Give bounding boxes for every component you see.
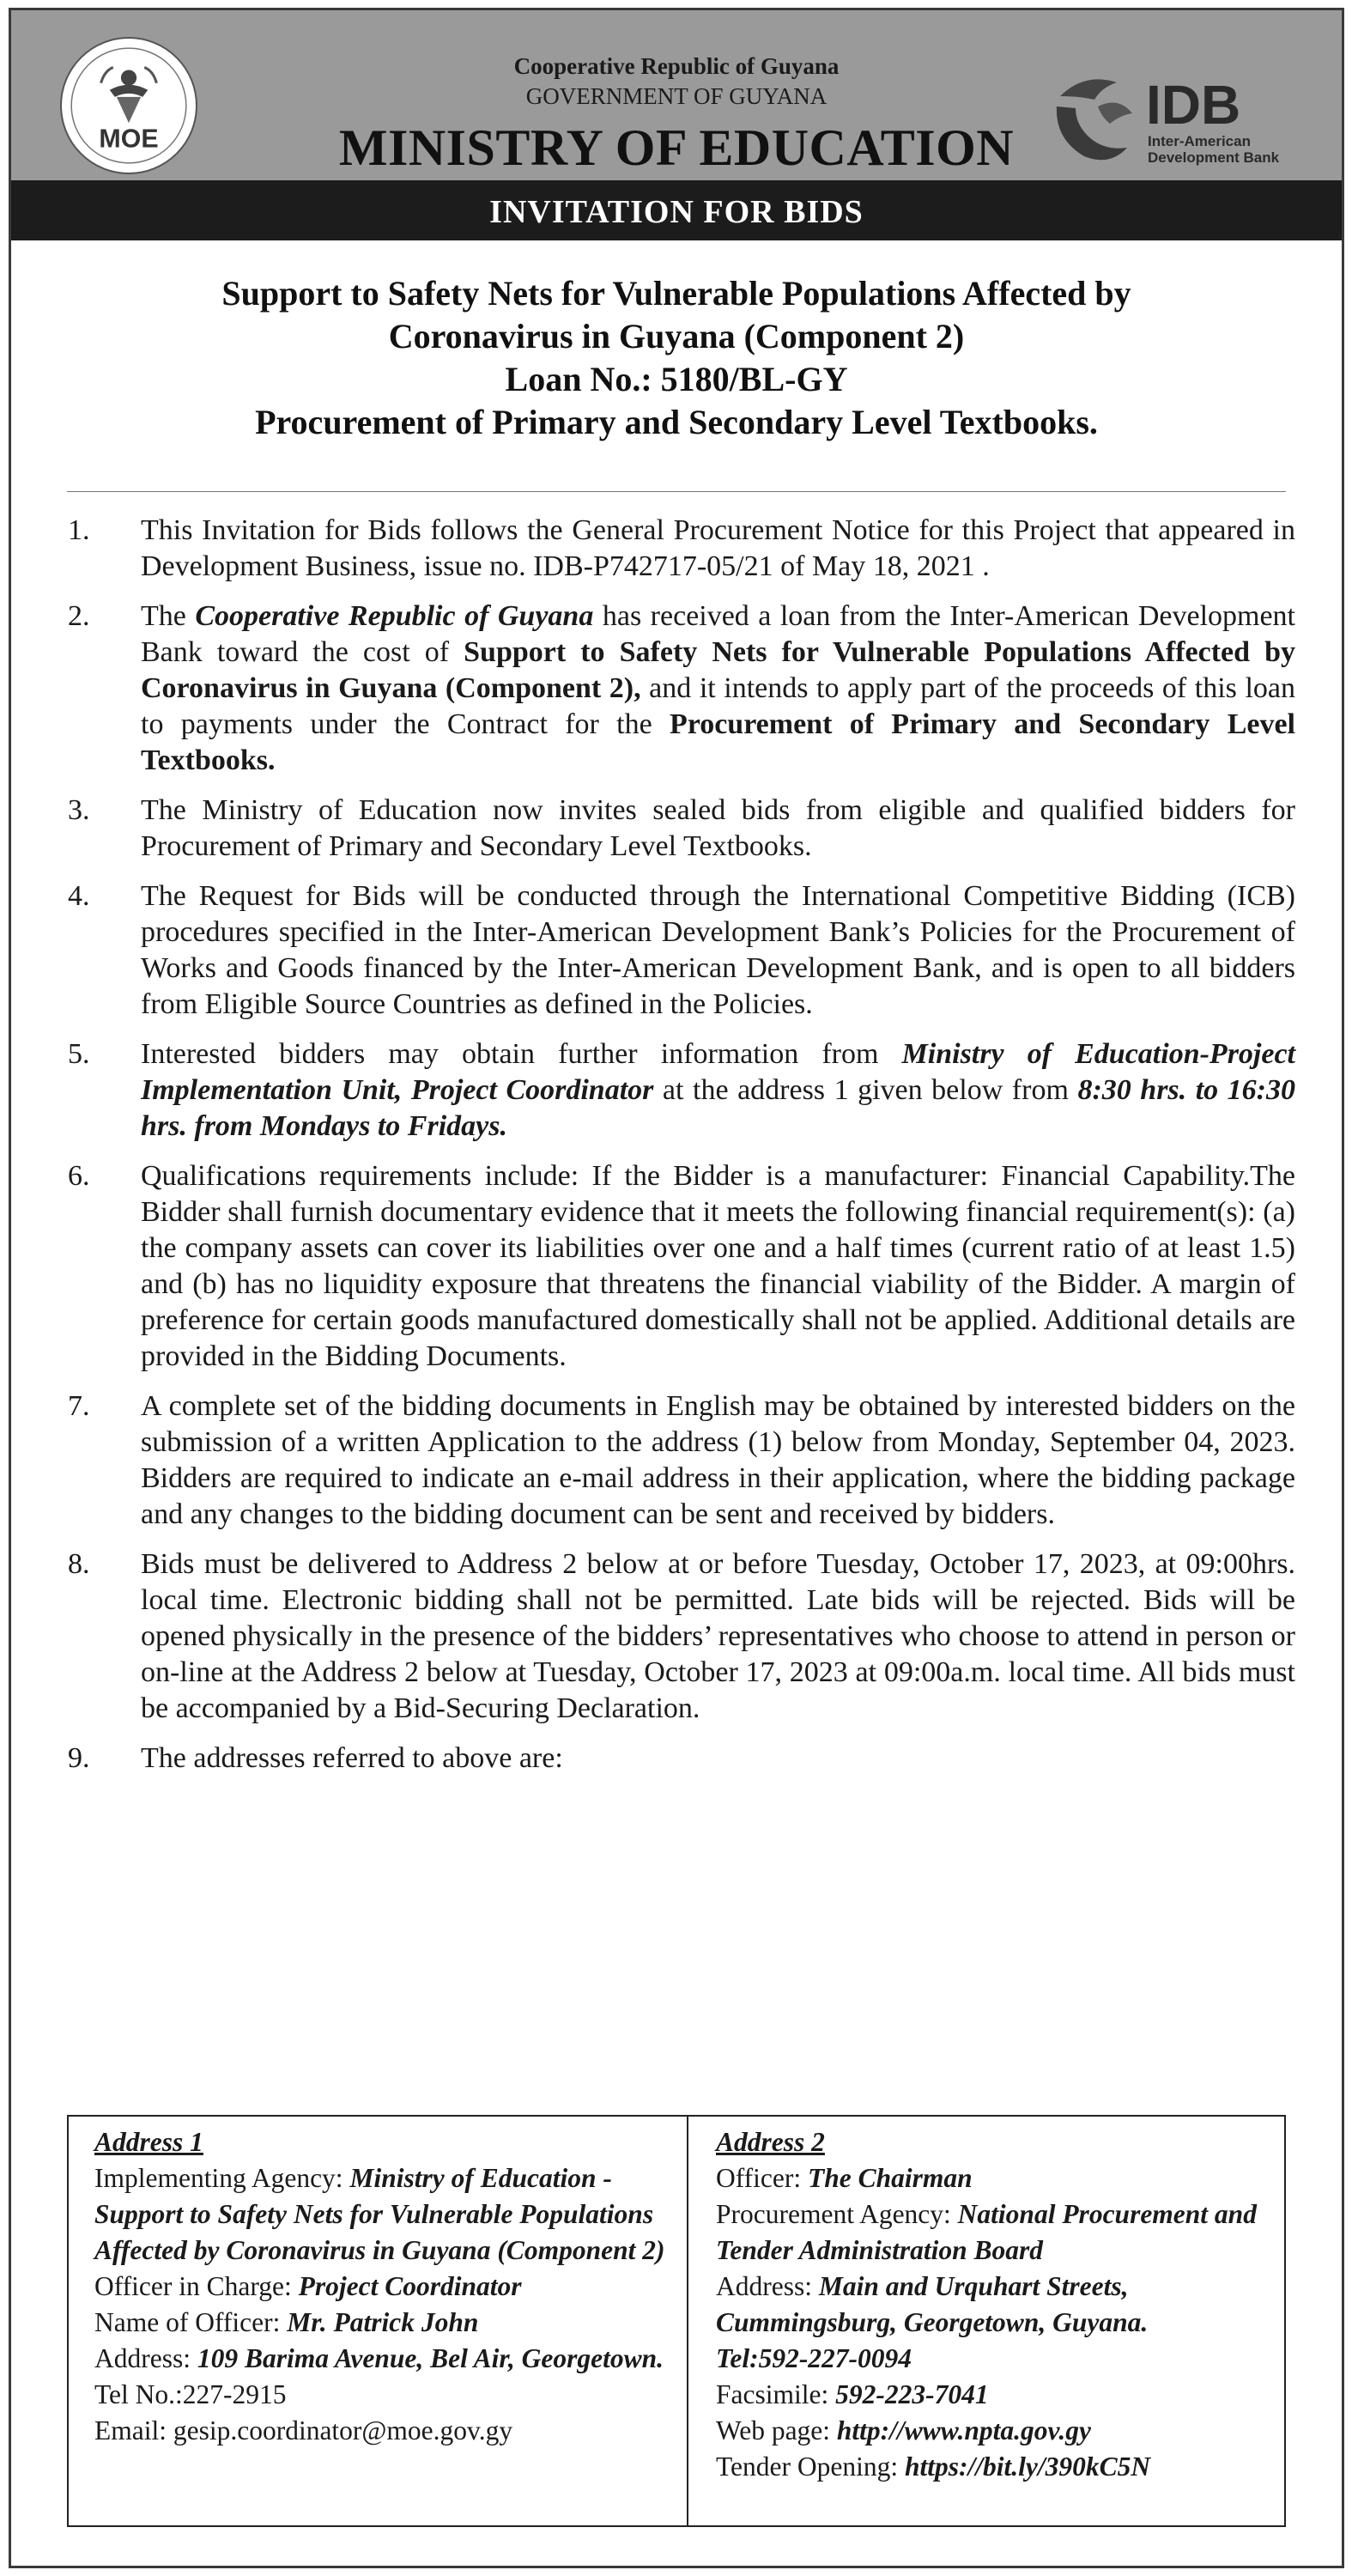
address-2-fax xyxy=(716,2377,1274,2413)
address-2-tender xyxy=(716,2449,1274,2485)
header xyxy=(11,10,1342,180)
field-label: Web page: xyxy=(716,2415,837,2445)
clause-number: 6. xyxy=(68,1160,90,1192)
clause-list xyxy=(68,513,1295,1790)
address-1-email: Email: gesip.coordinator@moe.gov.gy xyxy=(94,2415,513,2445)
contact-office: Ministry of Education-Project Implementation Unit, Project Coordinator xyxy=(141,1038,1295,1106)
title-line-4: Procurement of Primary and Secondary Level Textbooks. xyxy=(255,403,1098,441)
clause-text: has received a loan from the Inter-American Development Bank toward the cost of xyxy=(141,600,1296,668)
clause-text: A complete set of the bidding documents in English may be obtained by interested bidders on the submission of a written Application to the address (1) below from Monday, September 04, 2023. Bidders are required to indicate an e-mail address in their application, where the bidding package and any changes to the bidding document can be sent and received by bidders. xyxy=(141,1390,1295,1530)
field-label: Procurement Agency: xyxy=(716,2199,958,2229)
field-value: 109 Barima Avenue, Bel Air, Georgetown. xyxy=(197,2343,664,2373)
clause-3 xyxy=(68,793,1295,865)
title-line-2: Coronavirus in Guyana (Component 2) xyxy=(388,317,965,355)
clause-number: 9. xyxy=(68,1742,90,1774)
field-label: Tender Opening: xyxy=(716,2451,905,2482)
clause-text: Bids must be delivered to Address 2 below at or before Tuesday, October 17, 2023, at 09:00hrs. local time. Electronic bidding shall not be permitted. Late bids will be rejected. Bids will be opened physically in the presence of the bidders’ representatives who choose to attend in person or on-line at the Address 2 below at Tuesday, October 17, 2023 at 09:00a.m. local time. All bids must be accompanied by a Bid-Securing Declaration. xyxy=(141,1548,1295,1724)
field-label: Implementing Agency: xyxy=(94,2163,350,2193)
address-1-column xyxy=(94,2124,678,2449)
address-2-officer xyxy=(716,2160,1274,2196)
clause-text: The Request for Bids will be conducted through the International Competitive Bidding (ICB) procedures specified in the Inter-American Development Bank’s Policies for the Procurement of Works and Goods financed by the Inter-American Development Bank, and is open to all bidders from Eligible Source Countries as defined in the Policies. xyxy=(141,880,1295,1020)
address-1-address xyxy=(94,2341,678,2377)
ministry-name: MINISTRY OF EDUCATION xyxy=(338,119,1015,176)
address-2-column xyxy=(716,2124,1274,2485)
field-label: Address: xyxy=(716,2271,819,2301)
clause-7 xyxy=(68,1388,1295,1533)
field-value: National Procurement and Tender Administration Board xyxy=(716,2199,1257,2265)
clause-number: 4. xyxy=(68,880,90,912)
address-2-heading: Address 2 xyxy=(716,2127,825,2157)
field-label: Name of Officer: xyxy=(94,2307,288,2337)
country-name: Cooperative Republic of Guyana xyxy=(513,53,840,79)
invitation-banner xyxy=(11,180,1342,240)
clause-text: at the address 1 given below from xyxy=(653,1074,1078,1106)
address-2-web xyxy=(716,2413,1274,2449)
web-link[interactable]: http://www.npta.gov.gy xyxy=(836,2415,1091,2445)
office-hours: 8:30 hrs. to 16:30 hrs. from Mondays to Fridays. xyxy=(141,1074,1296,1142)
address-1-heading: Address 1 xyxy=(94,2127,203,2157)
banner-text: INVITATION FOR BIDS xyxy=(489,194,864,230)
contract-name: Procurement of Primary and Secondary Level Textbooks. xyxy=(141,708,1295,776)
address-table-divider xyxy=(687,2117,688,2525)
clause-8 xyxy=(68,1546,1295,1727)
idb-logo-text: IDB xyxy=(1146,74,1241,136)
clause-2 xyxy=(68,598,1295,779)
title-line-3: Loan No.: 5180/BL-GY xyxy=(505,360,848,398)
moe-logo-text: MOE xyxy=(99,125,159,154)
idb-logo-sub1: Inter-American xyxy=(1148,133,1251,149)
clause-text: Interested bidders may obtain further information from xyxy=(141,1038,902,1070)
field-label: Address: xyxy=(94,2343,197,2373)
title-line-1: Support to Safety Nets for Vulnerable Populations Affected by xyxy=(221,274,1131,313)
field-label: Officer: xyxy=(716,2163,808,2193)
clause-text: Qualifications requirements include: If the Bidder is a manufacturer: Financial Capability.The Bidder shall furnish documentary evidence that it meets the following financial requirement(s): (a) the company assets can cover its liabilities over one and a half times (current ratio of at least 1.5) and (b) has no liquidity exposure that threatens the financial viability of the Bidder. A margin of preference for certain goods manufactured domestically shall not be applied. Additional details are provided in the Bidding Documents. xyxy=(141,1160,1295,1372)
project-name: Support to Safety Nets for Vulnerable Populations Affected by Coronavirus in Guyana (Component 2), xyxy=(141,636,1296,704)
field-label: Facsimile: xyxy=(716,2379,836,2409)
tender-link[interactable]: https://bit.ly/390kC5N xyxy=(904,2451,1151,2482)
field-value: Mr. Patrick John xyxy=(287,2307,479,2337)
clause-1 xyxy=(68,513,1295,585)
field-label: Officer in Charge: xyxy=(94,2271,299,2301)
address-1-officer-name xyxy=(94,2305,678,2341)
clause-text: This Invitation for Bids follows the General Procurement Notice for this Project that appeared in Development Business, issue no. IDB-P742717-05/21 of May 18, 2021 . xyxy=(141,514,1295,582)
clause-number: 5. xyxy=(68,1038,90,1070)
address-1-officer xyxy=(94,2269,678,2305)
clause-4 xyxy=(68,878,1295,1023)
clause-number: 3. xyxy=(68,794,90,826)
clause-6 xyxy=(68,1158,1295,1375)
borrower-name: Cooperative Republic of Guyana xyxy=(195,600,594,632)
field-value: Project Coordinator xyxy=(298,2271,522,2301)
clause-number: 7. xyxy=(68,1390,90,1422)
clause-text: and it intends to apply part of the proceeds of this loan to payments under the Contract for the xyxy=(141,672,1295,740)
clause-number: 8. xyxy=(68,1548,90,1580)
clause-5 xyxy=(68,1036,1295,1145)
field-value: The Chairman xyxy=(808,2163,973,2193)
notice-title xyxy=(45,272,1307,444)
address-table xyxy=(67,2115,1286,2527)
address-2-agency xyxy=(716,2196,1274,2269)
address-1-tel: Tel No.:227-2915 xyxy=(94,2379,287,2409)
address-2-address xyxy=(716,2269,1274,2341)
clause-text: The Ministry of Education now invites sealed bids from eligible and qualified bidders for Procurement of Primary and Secondary Level Textbooks. xyxy=(141,794,1295,862)
field-value: Main and Urquhart Streets, Cummingsburg, Georgetown, Guyana. xyxy=(716,2271,1149,2337)
clause-number: 1. xyxy=(68,514,90,546)
clause-text: The addresses referred to above are: xyxy=(141,1742,563,1774)
address-2-tel: Tel:592-227-0094 xyxy=(716,2343,912,2373)
clause-text: The xyxy=(141,600,196,632)
clause-9 xyxy=(68,1741,1295,1777)
title-divider xyxy=(67,491,1286,492)
idb-logo-sub2: Development Bank xyxy=(1148,149,1280,166)
field-value: Ministry of Education - Support to Safety Nets for Vulnerable Populations Affected by Coronavirus in Guyana (Component 2) xyxy=(94,2163,665,2265)
government-name: GOVERNMENT OF GUYANA xyxy=(525,83,828,109)
idb-emblem-icon xyxy=(1050,70,1307,173)
field-value: 592-223-7041 xyxy=(835,2379,989,2409)
address-1-agency xyxy=(94,2160,678,2269)
clause-number: 2. xyxy=(68,600,90,632)
notice-page xyxy=(9,8,1344,2568)
